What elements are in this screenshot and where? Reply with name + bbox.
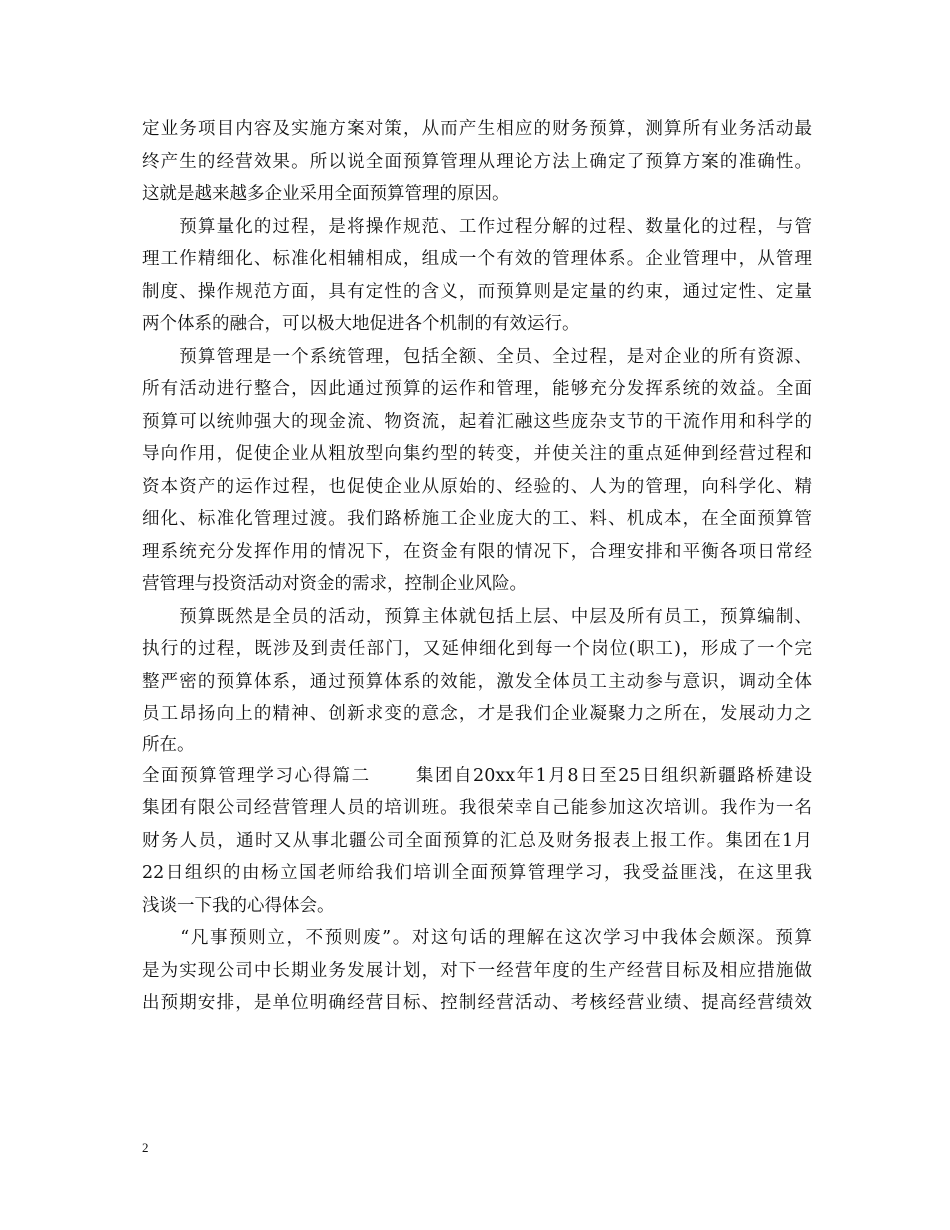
text-line: “凡事预则立，不预则废”。对这句话的理解在这次学习中我体会颇深。预算 [142, 928, 812, 948]
text-line: 所有活动进行整合，因此通过预算的运作和管理，能够充分发挥系统的效益。全面 [142, 379, 812, 399]
text-line: 整严密的预算体系，通过预算体系的效能，激发全体员工主动参与意识，调动全体 [142, 671, 812, 692]
text-line: 预算可以统帅强大的现金流、物资流，起着汇融这些庞杂支节的干流作用和科学的 [142, 411, 812, 432]
text-line: 细化、标准化管理过渡。我们路桥施工企业庞大的工、料、机成本，在全面预算管 [142, 509, 812, 529]
text-line: 预算既然是全员的活动，预算主体就包括上层、中层及所有员工，预算编制、 [142, 606, 812, 627]
text-line: 执行的过程，既涉及到责任部门，又延伸细化到每一个岗位(职工)，形成了一个完 [142, 639, 812, 659]
body-text [142, 113, 812, 1020]
text-line: 营管理与投资活动对资金的需求，控制企业风险。 [142, 574, 527, 594]
text-line: 22日组织的由杨立国老师给我们培训全面预算管理学习，我受益匪浅，在这里我 [142, 863, 812, 883]
text-line: 是为实现公司中长期业务发展计划，对下一经营年度的生产经营目标及相应措施做 [142, 960, 812, 981]
text-line: 所在。 [142, 734, 195, 755]
text-line: 这就是越来越多企业采用全面预算管理的原因。 [142, 184, 510, 204]
text-line: 员工昂扬向上的精神、创新求变的意念，才是我们企业凝聚力之所在，发展动力之 [142, 704, 812, 724]
text-line: 集团有限公司经营管理人员的培训班。我很荣幸自己能参加这次培训。我作为一名 [142, 798, 812, 818]
text-line: 浅谈一下我的心得体会。 [142, 895, 335, 916]
text-line: 导向作用，促使企业从粗放型向集约型的转变，并使关注的重点延伸到经营过程和 [142, 444, 812, 464]
text-line: 出预期安排，是单位明确经营目标、控制经营活动、考核经营业绩、提高经营绩效 [142, 993, 812, 1013]
text-line: 资本资产的运作过程，也促使企业从原始的、经验的、人为的管理，向科学化、精 [142, 476, 812, 497]
page-number: 2 [142, 1140, 149, 1155]
text-line: 理工作精细化、标准化相辅相成，组成一个有效的管理体系。企业管理中，从管理 [142, 249, 812, 269]
text-line: 制度、操作规范方面，具有定性的含义，而预算则是定量的约束，通过定性、定量 [142, 281, 812, 302]
text-line: 财务人员，通时又从事北疆公司全面预算的汇总及财务报表上报工作。集团在1月 [142, 830, 812, 851]
text-line: 预算管理是一个系统管理，包括全额、全员、全过程，是对企业的所有资源、 [142, 346, 812, 367]
text-line: 两个体系的融合，可以极大地促进各个机制的有效运行。 [142, 314, 580, 334]
text-line: 理系统充分发挥作用的情况下，在资金有限的情况下，合理安排和平衡各项日常经 [142, 541, 812, 562]
text-line: 终产生的经营效果。所以说全面预算管理从理论方法上确定了预算方案的准确性。 [142, 151, 812, 172]
text-line: 预算量化的过程，是将操作规范、工作过程分解的过程、数量化的过程，与管 [142, 216, 812, 237]
text-line: 定业务项目内容及实施方案对策，从而产生相应的财务预算，测算所有业务活动最 [142, 119, 812, 139]
text-line: 全面预算管理学习心得篇二 集团自20xx年1月8日至25日组织新疆路桥建设 [142, 765, 812, 786]
